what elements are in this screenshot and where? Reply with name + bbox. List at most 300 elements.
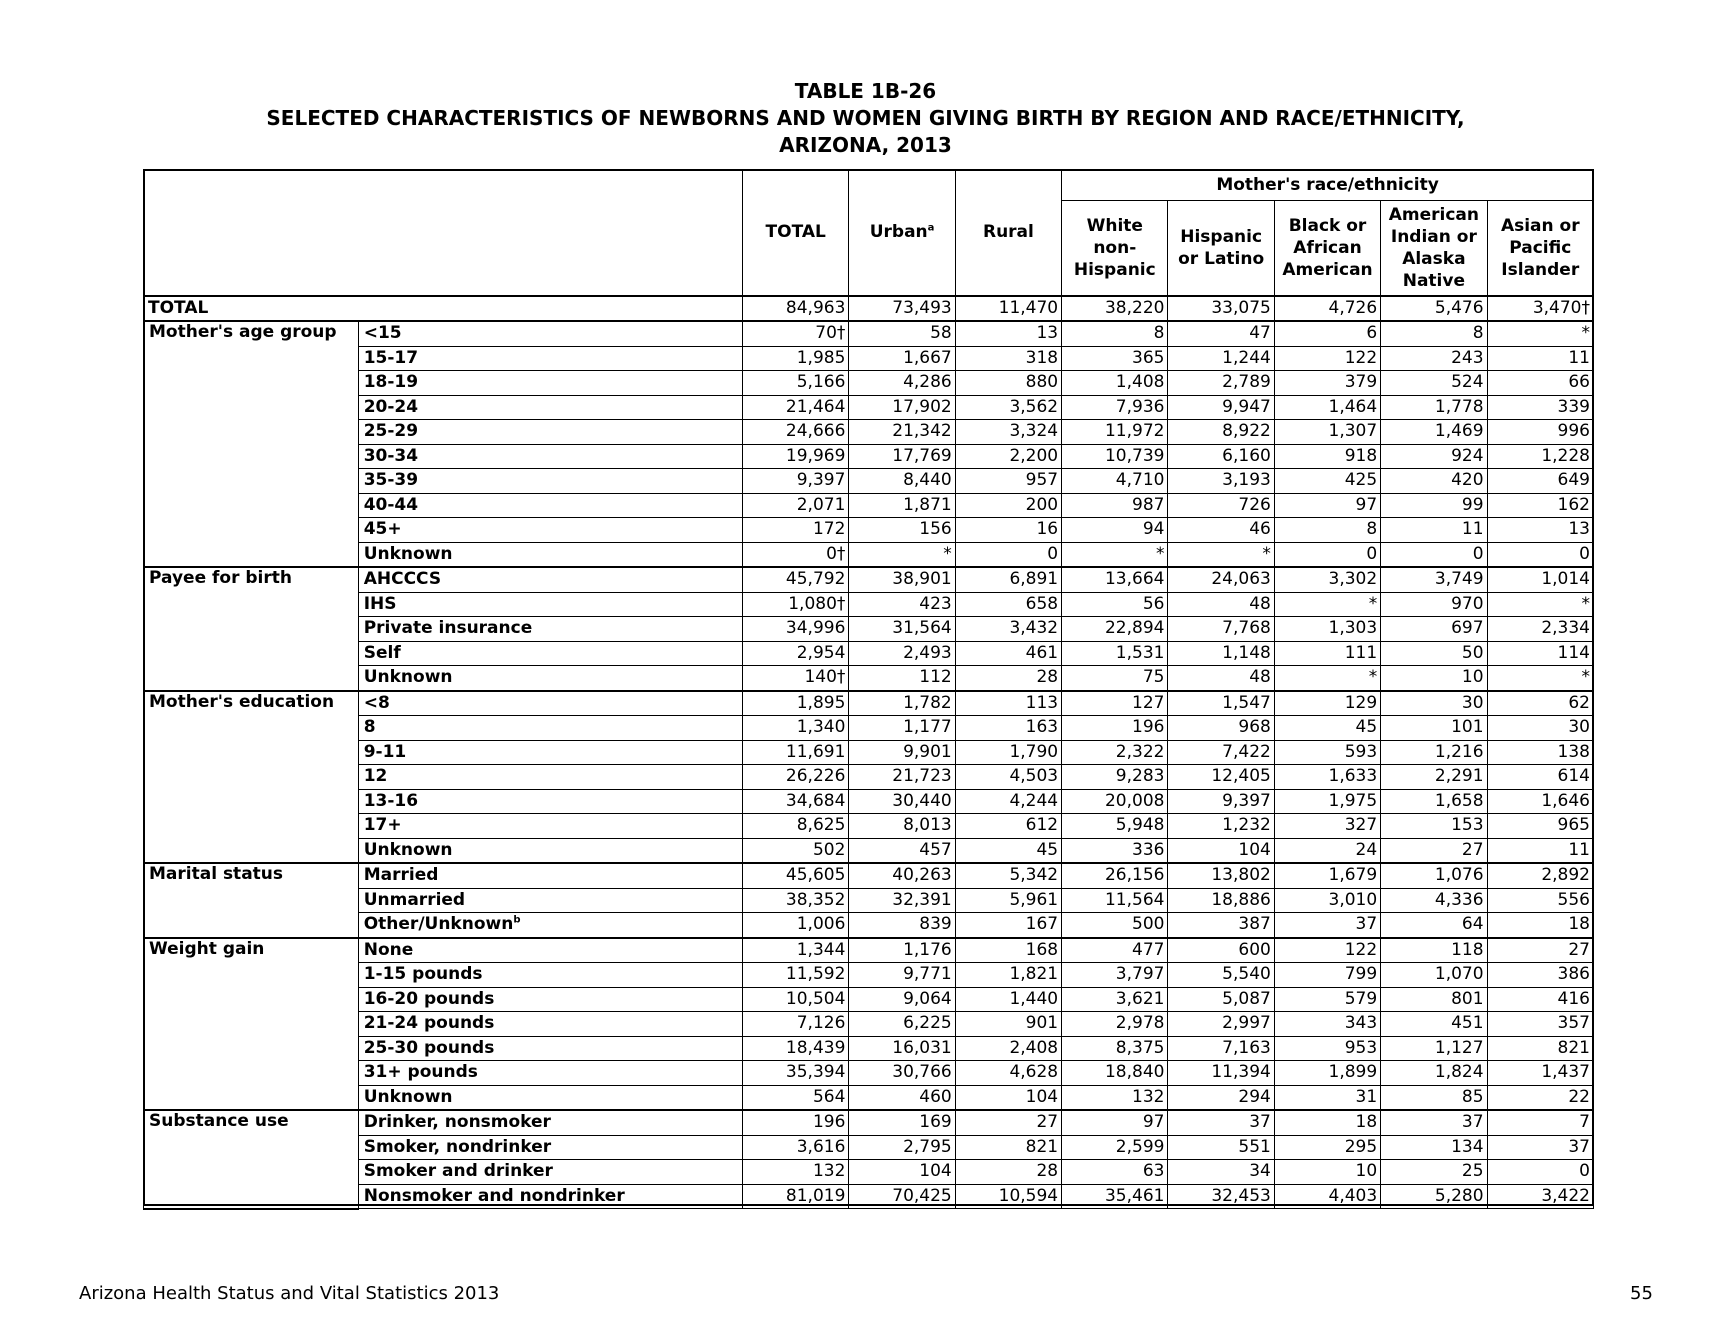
cell-value: 38,352	[743, 888, 849, 913]
cell-value: 21,342	[849, 420, 955, 445]
cell-value: 5,166	[743, 371, 849, 396]
row-label	[358, 346, 742, 371]
cell-value: 1,303	[1274, 617, 1380, 642]
cell-value: 38,901	[849, 567, 955, 592]
data-table	[143, 169, 1594, 1210]
cell-value: 17,902	[849, 395, 955, 420]
cell-value: 62	[1487, 691, 1593, 716]
cell-value: 1,340	[743, 716, 849, 741]
cell-value: 7	[1487, 1110, 1593, 1135]
cell-value: 18,886	[1168, 888, 1274, 913]
row-label	[358, 641, 742, 666]
cell-value: 1,244	[1168, 346, 1274, 371]
table-body	[144, 296, 1594, 1209]
cell-value: 339	[1487, 395, 1593, 420]
row-label	[358, 666, 742, 691]
cell-value: 243	[1381, 346, 1487, 371]
table-row	[144, 1135, 1594, 1160]
cell-value: 593	[1274, 740, 1380, 765]
cell-value: 461	[955, 641, 1061, 666]
row-label	[358, 838, 742, 863]
cell-value: 24,666	[743, 420, 849, 445]
cell-value: 425	[1274, 469, 1380, 494]
cell-value: 1,148	[1168, 641, 1274, 666]
row-label-text: 25-29	[363, 421, 419, 442]
table-row	[144, 641, 1594, 666]
cell-value: 168	[955, 938, 1061, 963]
cell-value: 35,394	[743, 1061, 849, 1086]
row-label	[358, 1036, 742, 1061]
cell-value: 58	[849, 321, 955, 346]
cell-value: 996	[1487, 420, 1593, 445]
cell-value: 697	[1381, 617, 1487, 642]
cell-value: 196	[1062, 716, 1168, 741]
header-asian: Asian or Pacific Islander	[1487, 201, 1593, 296]
header-american-indian: American Indian or Alaska Native	[1381, 201, 1487, 296]
cell-value: 66	[1487, 371, 1593, 396]
row-label-text: 18-19	[363, 372, 419, 393]
cell-value: 1,790	[955, 740, 1061, 765]
total-row-label: TOTAL	[144, 296, 743, 322]
cell-value: 7,163	[1168, 1036, 1274, 1061]
cell-value: *	[1487, 666, 1593, 691]
header-white: White non-Hispanic	[1062, 201, 1168, 296]
cell-value: 8,922	[1168, 420, 1274, 445]
row-label	[358, 321, 742, 346]
header-hispanic: Hispanic or Latino	[1168, 201, 1274, 296]
cell-value: 1,127	[1381, 1036, 1487, 1061]
cell-value: 1,228	[1487, 444, 1593, 469]
cell-value: 379	[1274, 371, 1380, 396]
cell-value: 48	[1168, 592, 1274, 617]
cell-value: 11,470	[955, 296, 1061, 322]
cell-value: 318	[955, 346, 1061, 371]
cell-value: 551	[1168, 1135, 1274, 1160]
cell-value: 423	[849, 592, 955, 617]
cell-value: 5,087	[1168, 987, 1274, 1012]
row-label-text: 17+	[363, 815, 402, 836]
table-number: TABLE 1B-26	[794, 79, 937, 103]
cell-value: 614	[1487, 765, 1593, 790]
cell-value: 957	[955, 469, 1061, 494]
row-label-text: 15-17	[363, 347, 419, 368]
cell-value: *	[1274, 592, 1380, 617]
cell-value: 1,216	[1381, 740, 1487, 765]
cell-value: 56	[1062, 592, 1168, 617]
cell-value: 2,892	[1487, 863, 1593, 888]
cell-value: 37	[1168, 1110, 1274, 1135]
cell-value: 9,947	[1168, 395, 1274, 420]
cell-value: 2,322	[1062, 740, 1168, 765]
cell-value: 1,667	[849, 346, 955, 371]
cell-value: 10,504	[743, 987, 849, 1012]
cell-value: 1,307	[1274, 420, 1380, 445]
cell-value: 94	[1062, 518, 1168, 543]
cell-value: 1,076	[1381, 863, 1487, 888]
table-row	[144, 1061, 1594, 1086]
cell-value: 13,664	[1062, 567, 1168, 592]
cell-value: 3,562	[955, 395, 1061, 420]
cell-value: 918	[1274, 444, 1380, 469]
row-group-label: Marital status	[144, 863, 359, 938]
row-label	[358, 765, 742, 790]
row-label-text: Smoker, nondrinker	[363, 1136, 552, 1157]
cell-value: 801	[1381, 987, 1487, 1012]
cell-value: 48	[1168, 666, 1274, 691]
cell-value: 140†	[743, 666, 849, 691]
cell-value: 1,177	[849, 716, 955, 741]
cell-value: 7,422	[1168, 740, 1274, 765]
table-row	[144, 444, 1594, 469]
cell-value: 502	[743, 838, 849, 863]
table-row	[144, 493, 1594, 518]
cell-value: 22	[1487, 1085, 1593, 1110]
cell-value: 5,280	[1381, 1184, 1487, 1209]
cell-value: 4,403	[1274, 1184, 1380, 1209]
cell-value: 4,244	[955, 789, 1061, 814]
cell-value: 200	[955, 493, 1061, 518]
cell-value: 114	[1487, 641, 1593, 666]
table-row	[144, 838, 1594, 863]
header-black: Black or African American	[1274, 201, 1380, 296]
cell-value: 612	[955, 814, 1061, 839]
cell-value: 22,894	[1062, 617, 1168, 642]
cell-value: 1,895	[743, 691, 849, 716]
row-label	[358, 987, 742, 1012]
cell-value: 8	[1274, 518, 1380, 543]
cell-value: 460	[849, 1085, 955, 1110]
row-label	[358, 420, 742, 445]
cell-value: 104	[955, 1085, 1061, 1110]
cell-value: 1,975	[1274, 789, 1380, 814]
cell-value: *	[1274, 666, 1380, 691]
row-label-text: 8	[363, 717, 376, 738]
cell-value: 1,006	[743, 913, 849, 938]
row-label	[358, 1061, 742, 1086]
cell-value: 11,972	[1062, 420, 1168, 445]
cell-value: 2,954	[743, 641, 849, 666]
cell-value: 821	[955, 1135, 1061, 1160]
cell-value: 118	[1381, 938, 1487, 963]
cell-value: 365	[1062, 346, 1168, 371]
table-row	[144, 913, 1594, 938]
footer-source: Arizona Health Status and Vital Statistics 2013	[79, 1283, 500, 1304]
footnote-marker: a	[927, 222, 935, 234]
table-row	[144, 863, 1594, 888]
cell-value: 3,422	[1487, 1184, 1593, 1209]
cell-value: 24,063	[1168, 567, 1274, 592]
cell-value: 122	[1274, 346, 1380, 371]
row-label	[358, 716, 742, 741]
cell-value: 1,782	[849, 691, 955, 716]
cell-value: 64	[1381, 913, 1487, 938]
cell-value: 70,425	[849, 1184, 955, 1209]
cell-value: 18,840	[1062, 1061, 1168, 1086]
cell-value: 11	[1487, 838, 1593, 863]
row-label	[358, 814, 742, 839]
cell-value: 132	[743, 1160, 849, 1185]
table-row	[144, 740, 1594, 765]
cell-value: *	[1062, 542, 1168, 567]
cell-value: 18	[1274, 1110, 1380, 1135]
cell-value: 1,232	[1168, 814, 1274, 839]
table-row	[144, 987, 1594, 1012]
cell-value: 386	[1487, 963, 1593, 988]
cell-value: 4,336	[1381, 888, 1487, 913]
cell-value: 2,071	[743, 493, 849, 518]
table-row	[144, 567, 1594, 592]
cell-value: 1,824	[1381, 1061, 1487, 1086]
row-label	[358, 1184, 742, 1209]
cell-value: 987	[1062, 493, 1168, 518]
cell-value: 104	[849, 1160, 955, 1185]
row-label	[358, 789, 742, 814]
cell-value: 4,628	[955, 1061, 1061, 1086]
cell-value: 4,710	[1062, 469, 1168, 494]
cell-value: 953	[1274, 1036, 1380, 1061]
cell-value: 524	[1381, 371, 1487, 396]
cell-value: 2,493	[849, 641, 955, 666]
cell-value: 21,723	[849, 765, 955, 790]
cell-value: 0	[1487, 542, 1593, 567]
cell-value: 11,394	[1168, 1061, 1274, 1086]
footnote-marker: b	[513, 914, 521, 926]
cell-value: 451	[1381, 1012, 1487, 1037]
cell-value: 127	[1062, 691, 1168, 716]
cell-value: 2,978	[1062, 1012, 1168, 1037]
cell-value: 1,070	[1381, 963, 1487, 988]
cell-value: 9,283	[1062, 765, 1168, 790]
cell-value: 1,408	[1062, 371, 1168, 396]
row-label	[358, 938, 742, 963]
cell-value: 132	[1062, 1085, 1168, 1110]
cell-value: 3,324	[955, 420, 1061, 445]
cell-value: 7,768	[1168, 617, 1274, 642]
cell-value: 70†	[743, 321, 849, 346]
cell-value: 10,739	[1062, 444, 1168, 469]
cell-value: 294	[1168, 1085, 1274, 1110]
cell-value: 500	[1062, 913, 1168, 938]
cell-value: 965	[1487, 814, 1593, 839]
table-row	[144, 592, 1594, 617]
table-row	[144, 420, 1594, 445]
cell-value: 32,391	[849, 888, 955, 913]
cell-value: 901	[955, 1012, 1061, 1037]
cell-value: 111	[1274, 641, 1380, 666]
table-row	[144, 666, 1594, 691]
cell-value: 556	[1487, 888, 1593, 913]
cell-value: 2,334	[1487, 617, 1593, 642]
cell-value: 9,901	[849, 740, 955, 765]
page-number: 55	[1630, 1283, 1653, 1304]
cell-value: 196	[743, 1110, 849, 1135]
cell-value: 153	[1381, 814, 1487, 839]
cell-value: 5,948	[1062, 814, 1168, 839]
cell-value: 457	[849, 838, 955, 863]
cell-value: 85	[1381, 1085, 1487, 1110]
row-label	[358, 740, 742, 765]
cell-value: 13,802	[1168, 863, 1274, 888]
cell-value: 2,795	[849, 1135, 955, 1160]
cell-value: 162	[1487, 493, 1593, 518]
table-row	[144, 1036, 1594, 1061]
cell-value: 7,936	[1062, 395, 1168, 420]
table-row	[144, 617, 1594, 642]
table-row	[144, 1184, 1594, 1209]
cell-value: 45,792	[743, 567, 849, 592]
row-group-label: Weight gain	[144, 938, 359, 1111]
row-label	[358, 371, 742, 396]
cell-value: 31	[1274, 1085, 1380, 1110]
row-label	[358, 493, 742, 518]
cell-value: 0	[1487, 1160, 1593, 1185]
cell-value: 0	[1274, 542, 1380, 567]
cell-value: 99	[1381, 493, 1487, 518]
cell-value: 38,220	[1062, 296, 1168, 322]
cell-value: 10,594	[955, 1184, 1061, 1209]
cell-value: 28	[955, 666, 1061, 691]
cell-value: 129	[1274, 691, 1380, 716]
cell-value: 45,605	[743, 863, 849, 888]
row-label	[358, 1135, 742, 1160]
row-label	[358, 567, 742, 592]
cell-value: 579	[1274, 987, 1380, 1012]
cell-value: 8	[1381, 321, 1487, 346]
cell-value: 3,797	[1062, 963, 1168, 988]
row-label-text: Private insurance	[363, 618, 533, 639]
cell-value: 6,225	[849, 1012, 955, 1037]
cell-value: 1,985	[743, 346, 849, 371]
row-label	[358, 1085, 742, 1110]
cell-value: 3,470†	[1487, 296, 1593, 322]
cell-value: 17,769	[849, 444, 955, 469]
cell-value: 821	[1487, 1036, 1593, 1061]
cell-value: 8,440	[849, 469, 955, 494]
cell-value: 34	[1168, 1160, 1274, 1185]
cell-value: 47	[1168, 321, 1274, 346]
cell-value: 649	[1487, 469, 1593, 494]
cell-value: 0†	[743, 542, 849, 567]
cell-value: 2,200	[955, 444, 1061, 469]
cell-value: 27	[1381, 838, 1487, 863]
cell-value: 1,437	[1487, 1061, 1593, 1086]
table-row	[144, 888, 1594, 913]
cell-value: 4,286	[849, 371, 955, 396]
row-label-text: Drinker, nonsmoker	[363, 1112, 551, 1133]
cell-value: 113	[955, 691, 1061, 716]
cell-value: 12,405	[1168, 765, 1274, 790]
row-label-text: 40-44	[363, 494, 419, 515]
cell-value: 11	[1487, 346, 1593, 371]
header-rural: Rural	[955, 170, 1061, 296]
row-label-text: Unmarried	[363, 889, 466, 910]
table-row	[144, 542, 1594, 567]
cell-value: 658	[955, 592, 1061, 617]
row-label-text: 25-30 pounds	[363, 1037, 495, 1058]
header-urban	[849, 170, 955, 296]
cell-value: 20,008	[1062, 789, 1168, 814]
cell-value: 4,726	[1274, 296, 1380, 322]
cell-value: 163	[955, 716, 1061, 741]
cell-value: 11,691	[743, 740, 849, 765]
cell-value: 101	[1381, 716, 1487, 741]
row-label	[358, 1110, 742, 1135]
row-label-text: 1-15 pounds	[363, 964, 483, 985]
row-label-text: Self	[363, 642, 401, 663]
cell-value: 3,621	[1062, 987, 1168, 1012]
cell-value: 134	[1381, 1135, 1487, 1160]
table-row	[144, 346, 1594, 371]
cell-value: *	[1487, 321, 1593, 346]
row-label	[358, 963, 742, 988]
cell-value: 1,469	[1381, 420, 1487, 445]
row-label-text: Unknown	[363, 839, 453, 860]
cell-value: 37	[1487, 1135, 1593, 1160]
cell-value: 3,749	[1381, 567, 1487, 592]
header-urban-label: Urban	[869, 222, 928, 243]
row-label	[358, 542, 742, 567]
row-group-label: Payee for birth	[144, 567, 359, 691]
cell-value: 1,646	[1487, 789, 1593, 814]
table-row	[144, 716, 1594, 741]
cell-value: 19,969	[743, 444, 849, 469]
cell-value: 6,160	[1168, 444, 1274, 469]
cell-value: 104	[1168, 838, 1274, 863]
cell-value: 564	[743, 1085, 849, 1110]
cell-value: 8	[1062, 321, 1168, 346]
cell-value: 726	[1168, 493, 1274, 518]
cell-value: 3,193	[1168, 469, 1274, 494]
row-label	[358, 1012, 742, 1037]
row-label-text: 13-16	[363, 790, 419, 811]
cell-value: 1,679	[1274, 863, 1380, 888]
cell-value: 8,625	[743, 814, 849, 839]
row-label-text: 35-39	[363, 470, 419, 491]
row-label-text: 30-34	[363, 445, 419, 466]
row-label-text: 21-24 pounds	[363, 1013, 495, 1034]
table-row	[144, 469, 1594, 494]
cell-value: 45	[1274, 716, 1380, 741]
row-label-text: 45+	[363, 519, 402, 540]
cell-value: 45	[955, 838, 1061, 863]
cell-value: 112	[849, 666, 955, 691]
cell-value: 970	[1381, 592, 1487, 617]
table-row	[144, 395, 1594, 420]
cell-value: 416	[1487, 987, 1593, 1012]
row-label-text: 31+ pounds	[363, 1062, 478, 1083]
cell-value: 6,891	[955, 567, 1061, 592]
row-label	[358, 469, 742, 494]
cell-value: *	[849, 542, 955, 567]
cell-value: 11,592	[743, 963, 849, 988]
cell-value: 839	[849, 913, 955, 938]
cell-value: 16	[955, 518, 1061, 543]
cell-value: 16,031	[849, 1036, 955, 1061]
table-row	[144, 814, 1594, 839]
cell-value: 46	[1168, 518, 1274, 543]
cell-value: 327	[1274, 814, 1380, 839]
cell-value: 9,397	[743, 469, 849, 494]
row-label	[358, 518, 742, 543]
row-group-label: Substance use	[144, 1110, 359, 1209]
row-label-text: 12	[363, 766, 388, 787]
cell-value: 40,263	[849, 863, 955, 888]
table-row	[144, 691, 1594, 716]
row-label-text: 9-11	[363, 741, 407, 762]
cell-value: 336	[1062, 838, 1168, 863]
row-label-text: Married	[363, 865, 439, 886]
cell-value: 357	[1487, 1012, 1593, 1037]
